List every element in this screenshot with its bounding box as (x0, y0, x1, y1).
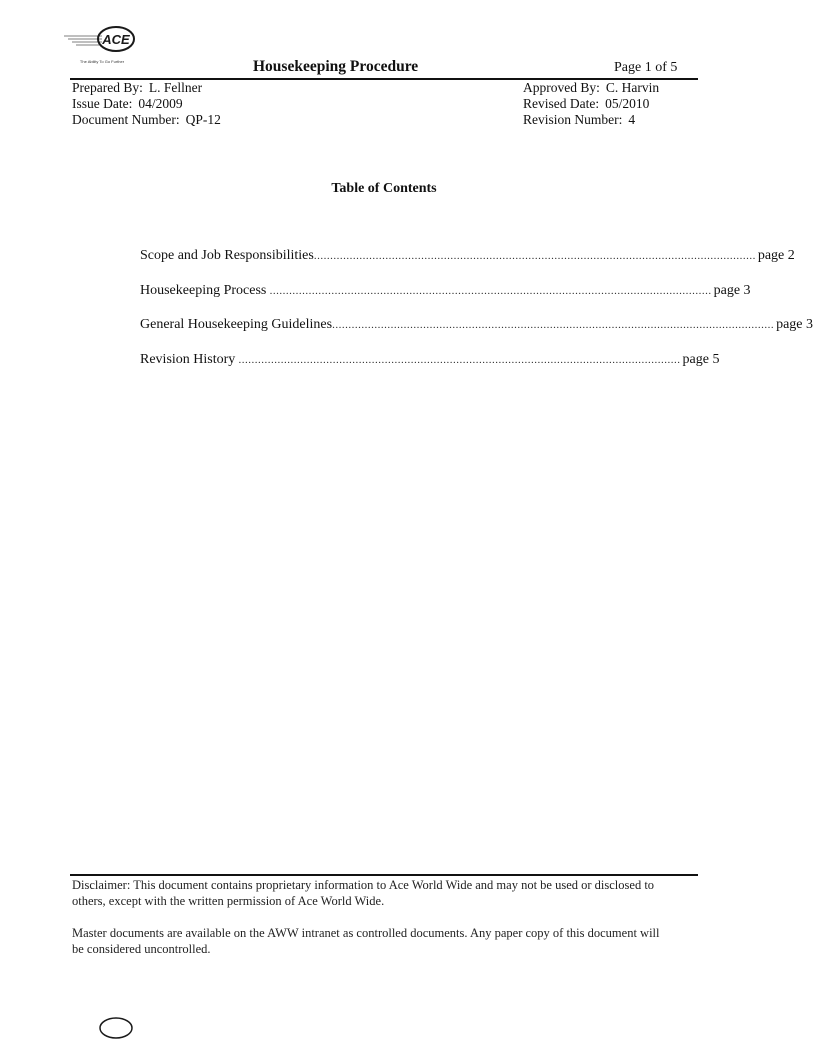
toc-entry-guidelines[interactable] (140, 317, 813, 352)
toc-entry-scope[interactable] (140, 248, 795, 283)
footer-divider (70, 874, 698, 876)
revision-number-line (523, 112, 635, 128)
toc-entry-title[interactable]: Revision History (140, 352, 236, 368)
revision-number-value: 4 (628, 112, 636, 127)
company-logo (62, 22, 142, 66)
master-documents-note: Master documents are available on the AWW intranet as controlled documents. Any paper copy of this document will be considered uncontrolled. (72, 926, 660, 956)
approved-by-value: C. Harvin (605, 80, 660, 95)
dot-leader: ........................................................................................................................................ (235, 354, 681, 367)
issue-date-label: Issue Date: (72, 96, 133, 111)
toc-entry-page: page 5 (682, 352, 720, 368)
prepared-by-label: Prepared By: (72, 80, 143, 95)
issue-date-value: 04/2009 (138, 96, 183, 111)
revised-date-value: 05/2010 (605, 96, 650, 111)
approved-by-label: Approved By: (523, 80, 600, 95)
revision-number-label: Revision Number: (523, 112, 623, 127)
dot-leader: ........................................................................................................................................ (332, 319, 775, 332)
dot-leader: ........................................................................................................................................ (266, 284, 712, 297)
page-number: Page 1 of 5 (614, 60, 678, 75)
prepared-by-line (72, 80, 202, 96)
approved-by-line (523, 80, 659, 96)
dot-leader: ........................................................................................................................................ (313, 250, 756, 262)
disclaimer-text: Disclaimer: This document contains proprietary information to Ace World Wide and may not be used or disclosed to others, except with the written permission of Ace World Wide. (72, 878, 655, 908)
revised-date-line (523, 96, 649, 112)
document-number-value: QP-12 (185, 112, 221, 127)
toc-entry-title[interactable]: General Housekeeping Guidelines (140, 317, 333, 333)
toc-entry-page: page 3 (713, 282, 751, 298)
revised-date-label: Revised Date: (523, 96, 600, 111)
document-title: Housekeeping Procedure (253, 58, 419, 75)
table-of-contents (140, 248, 813, 387)
logo-tagline: The Ability To Go Further (79, 59, 125, 64)
footer-logo-icon (96, 1014, 136, 1034)
toc-entry-page: page 2 (757, 248, 795, 263)
issue-date-line (72, 96, 183, 112)
document-number-label: Document Number: (72, 112, 180, 127)
toc-entry-title[interactable]: Housekeeping Process (140, 282, 267, 298)
toc-entry-revision-history[interactable] (140, 352, 720, 387)
logo-wordmark: ACE (102, 32, 130, 47)
prepared-by-value: L. Fellner (148, 80, 203, 95)
toc-entry-housekeeping-process[interactable] (140, 282, 751, 318)
toc-entry-page: page 3 (776, 317, 813, 333)
toc-heading: Table of Contents (331, 181, 437, 196)
toc-entry-title[interactable]: Scope and Job Responsibilities (140, 248, 314, 263)
document-number-line (72, 112, 221, 128)
